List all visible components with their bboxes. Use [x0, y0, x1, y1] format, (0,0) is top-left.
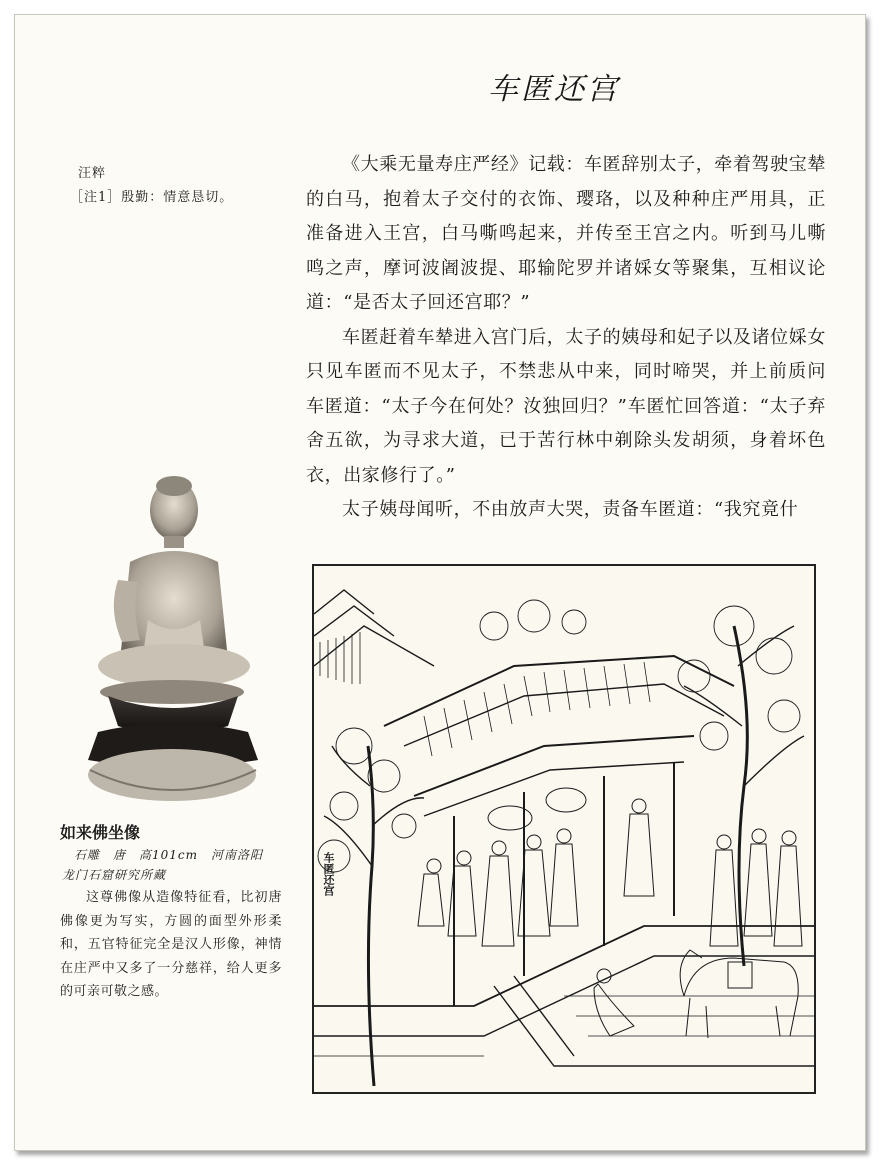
- statue-caption-source: 龙门石窟研究所藏: [62, 868, 167, 882]
- statue-caption-meta: 石雕 唐 高101cm 河南洛阳: [74, 848, 264, 862]
- body-paragraph: 车匿赶着车辇进入宫门后，太子的姨母和妃子以及诸位婇女只见车匿而不见太子，不禁悲从中来，同时啼哭，并上前质问车匿道：“太子今在何处？汝独回归？”车匿忙回答道：“太子弃舍五欲，为寻求大道，已于苦行林中剃除头发胡须，身着坏色衣，出家修行了。”: [306, 326, 826, 486]
- note-author: 汪粹: [78, 166, 107, 181]
- body-text: [306, 148, 826, 528]
- footnote: ［注1］殷勤：情意恳切。: [70, 190, 234, 205]
- statue-caption-paragraph: 这尊佛像从造像特征看，比初唐佛像更为写实，方圆的面型外形柔和，五官特征完全是汉人形像，神情在庄严中又多了一分慈祥，给人更多的可亲可敬之感。: [60, 890, 282, 999]
- woodcut-illustration: [312, 564, 816, 1094]
- statue-caption-title: 如来佛坐像: [60, 823, 141, 842]
- buddha-statue-image: [78, 470, 268, 810]
- woodcut-drawing: [314, 566, 814, 1092]
- body-paragraph: 太子姨母闻听，不由放声大哭，责备车匿道：“我究竟什: [342, 499, 799, 520]
- page-title: 车匿还宫: [488, 72, 620, 107]
- statue-caption-text: [60, 886, 282, 1004]
- woodcut-label: 车匿还宫: [322, 852, 335, 896]
- body-paragraph: 《大乘无量寿庄严经》记载：车匿辞别太子，牵着驾驶宝辇的白马，抱着太子交付的衣饰、璎珞，以及种种庄严用具，正准备进入王宫，白马嘶鸣起来，并传至王宫之内。听到马儿嘶鸣之声，摩诃波阇波提、耶输陀罗并诸婇女等聚集，互相议论道：“是否太子回还宫耶？”: [306, 154, 826, 313]
